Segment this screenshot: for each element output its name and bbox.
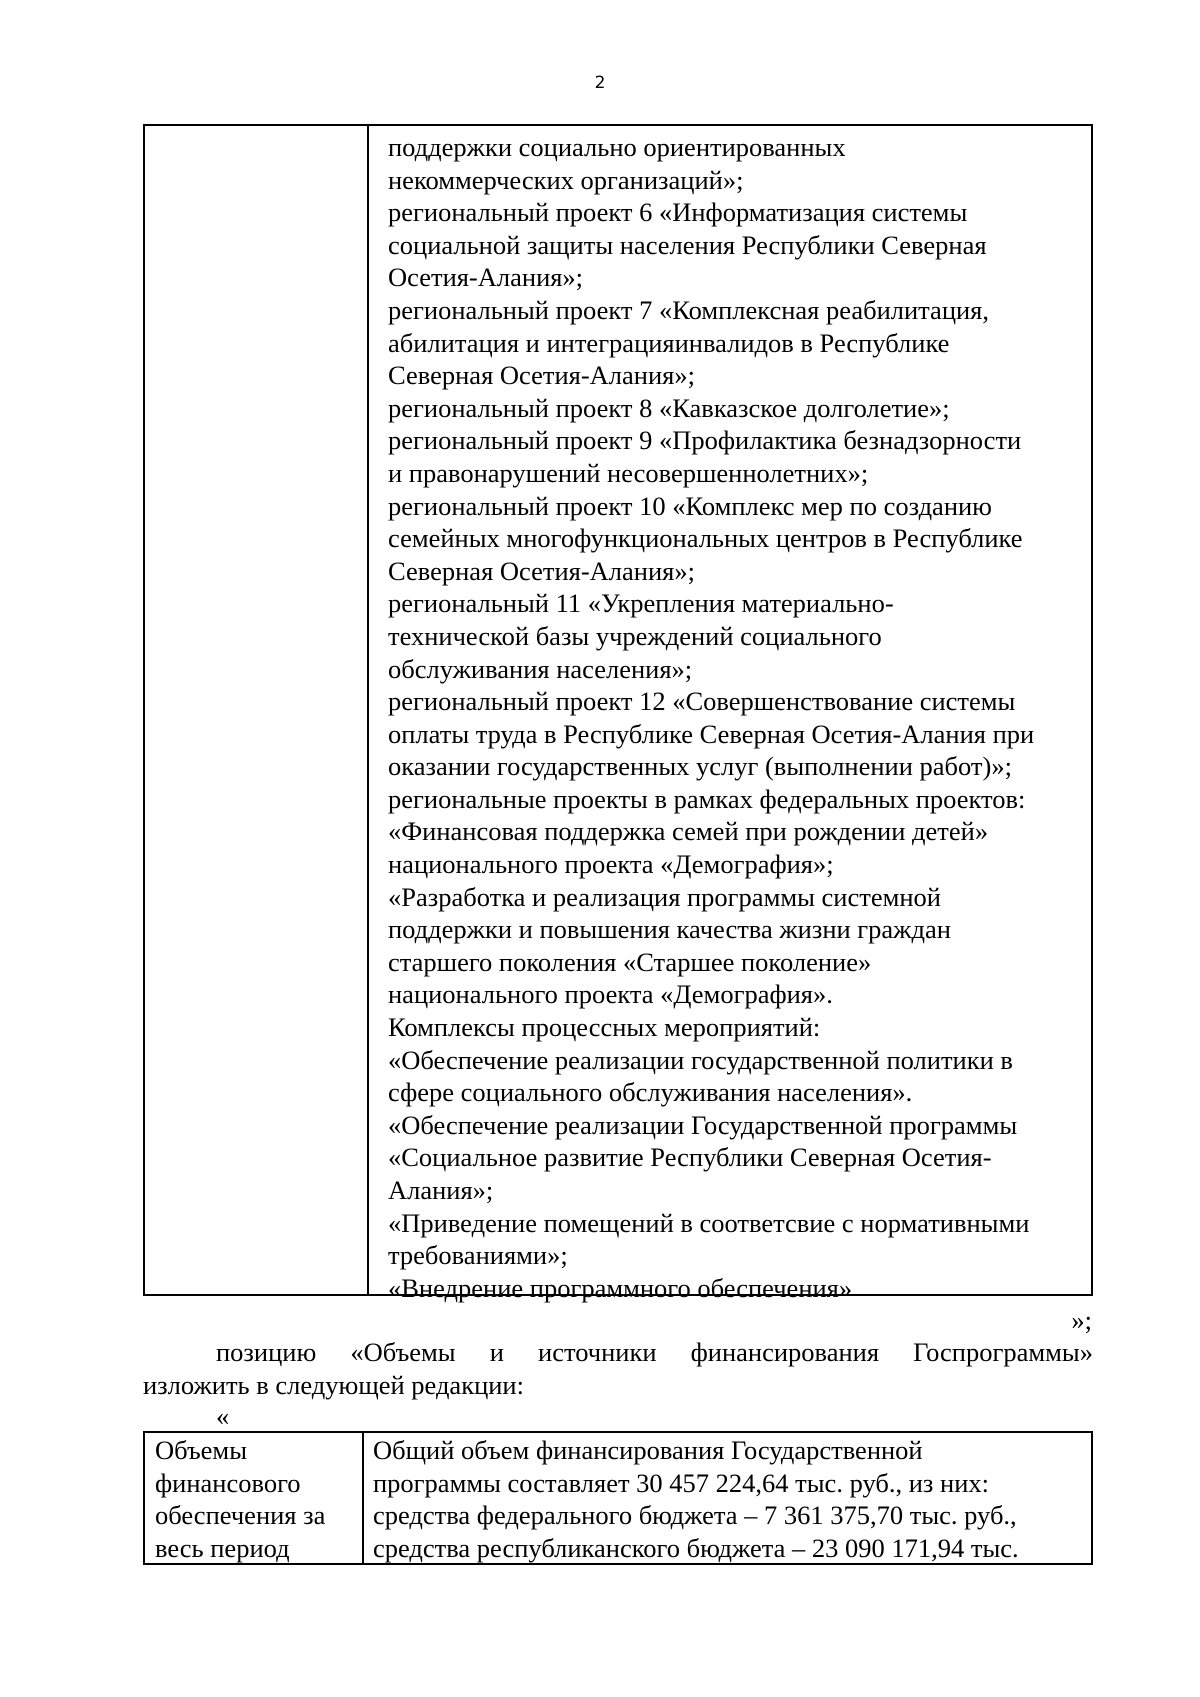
paragraph-word: источники <box>538 1337 657 1367</box>
paragraph-word: «Объемы <box>350 1337 456 1367</box>
paragraph-word: Госпрограммы» <box>913 1337 1093 1367</box>
text-line: обслуживания населения»; <box>388 653 693 684</box>
text-line: региональный проект 9 «Профилактика безнадзорности <box>388 425 1022 456</box>
paragraph-word: позицию <box>216 1337 317 1367</box>
table-column-divider <box>362 1433 364 1563</box>
text-line: Комплексы процессных мероприятий: <box>388 1012 821 1043</box>
opening-quote: « <box>216 1401 230 1431</box>
text-line: «Приведение помещений в соответсвие с нормативными <box>388 1207 1030 1238</box>
text-line: средства федерального бюджета – 7 361 375,70 тыс. руб., <box>373 1500 1017 1531</box>
financing-table <box>143 1431 1093 1565</box>
amendment-paragraph <box>143 1336 1093 1401</box>
closing-quote: »; <box>1071 1305 1092 1335</box>
text-line: «Финансовая поддержка семей при рождении детей» <box>388 816 989 847</box>
text-line: «Внедрение программного обеспечения» <box>388 1272 853 1303</box>
paragraph-second-line: изложить в следующей редакции: <box>143 1369 524 1400</box>
text-line: Северная Осетия-Алания»; <box>388 360 695 391</box>
text-line: некоммерческих организаций»; <box>388 164 744 195</box>
text-line: «Социальное развитие Республики Северная Осетия- <box>388 1142 992 1173</box>
text-line: Общий объем финансирования Государственной <box>373 1435 923 1465</box>
text-line: весь период <box>155 1532 290 1563</box>
text-line: старшего поколения «Старшее поколение» <box>388 946 872 977</box>
text-line: региональный 11 «Укрепления материально- <box>388 588 894 619</box>
text-line: региональный проект 6 «Информатизация системы <box>388 197 968 228</box>
paragraph-word: финансирования <box>690 1337 880 1367</box>
text-line: Алания»; <box>388 1175 494 1205</box>
text-line: «Разработка и реализация программы системной <box>388 881 941 912</box>
page-number: 2 <box>594 73 606 93</box>
text-line: Осетия-Алания»; <box>388 262 584 293</box>
text-line: Объемы <box>155 1435 247 1465</box>
text-line: социальной защиты населения Республики Северная <box>388 229 987 260</box>
text-line: региональный проект 7 «Комплексная реабилитация, <box>388 294 989 325</box>
paragraph-first-line <box>143 1336 1093 1369</box>
text-line: региональный проект 8 «Кавказское долголетие»; <box>388 392 950 423</box>
text-line: и правонарушений несовершеннолетних»; <box>388 457 869 488</box>
text-line: семейных многофункциональных центров в Республике <box>388 523 1023 554</box>
text-line: обеспечения за <box>155 1500 326 1531</box>
text-line: средства республиканского бюджета – 23 090 171,94 тыс. <box>373 1532 1019 1563</box>
financing-value-cell <box>373 1434 1087 1564</box>
text-line: национального проекта «Демография». <box>388 979 833 1010</box>
text-line: «Обеспечение реализации Государственной программы <box>388 1109 1018 1140</box>
text-line: сфере социального обслуживания населения». <box>388 1077 913 1108</box>
text-line: национального проекта «Демография»; <box>388 849 834 880</box>
text-line: оплаты труда в Республике Северная Осетия-Алания при <box>388 718 1035 749</box>
text-line: оказании государственных услуг (выполнении работ)»; <box>388 751 1012 782</box>
text-line: финансового <box>155 1467 301 1498</box>
program-table-continued <box>143 124 1093 1303</box>
paragraph-word: и <box>489 1337 504 1367</box>
text-line: региональный проект 10 «Комплекс мер по созданию <box>388 490 992 521</box>
projects-list-cell <box>388 131 1085 1304</box>
text-line: поддержки социально ориентированных <box>388 132 846 162</box>
text-line: региональные проекты в рамках федеральных проектов: <box>388 783 1026 814</box>
text-line: требованиями»; <box>388 1240 568 1271</box>
text-line: Северная Осетия-Алания»; <box>388 555 695 586</box>
text-line: абилитация и интеграцияинвалидов в Республике <box>388 327 950 358</box>
financing-label-cell <box>155 1434 355 1564</box>
text-line: «Обеспечение реализации государственной политики в <box>388 1044 1013 1075</box>
text-line: программы составляет 30 457 224,64 тыс. руб., из них: <box>373 1467 989 1498</box>
text-line: технической базы учреждений социального <box>388 620 882 651</box>
table-column-divider <box>367 126 369 1294</box>
text-line: региональный проект 12 «Совершенствование системы <box>388 686 1016 717</box>
text-line: поддержки и повышения качества жизни граждан <box>388 914 951 945</box>
